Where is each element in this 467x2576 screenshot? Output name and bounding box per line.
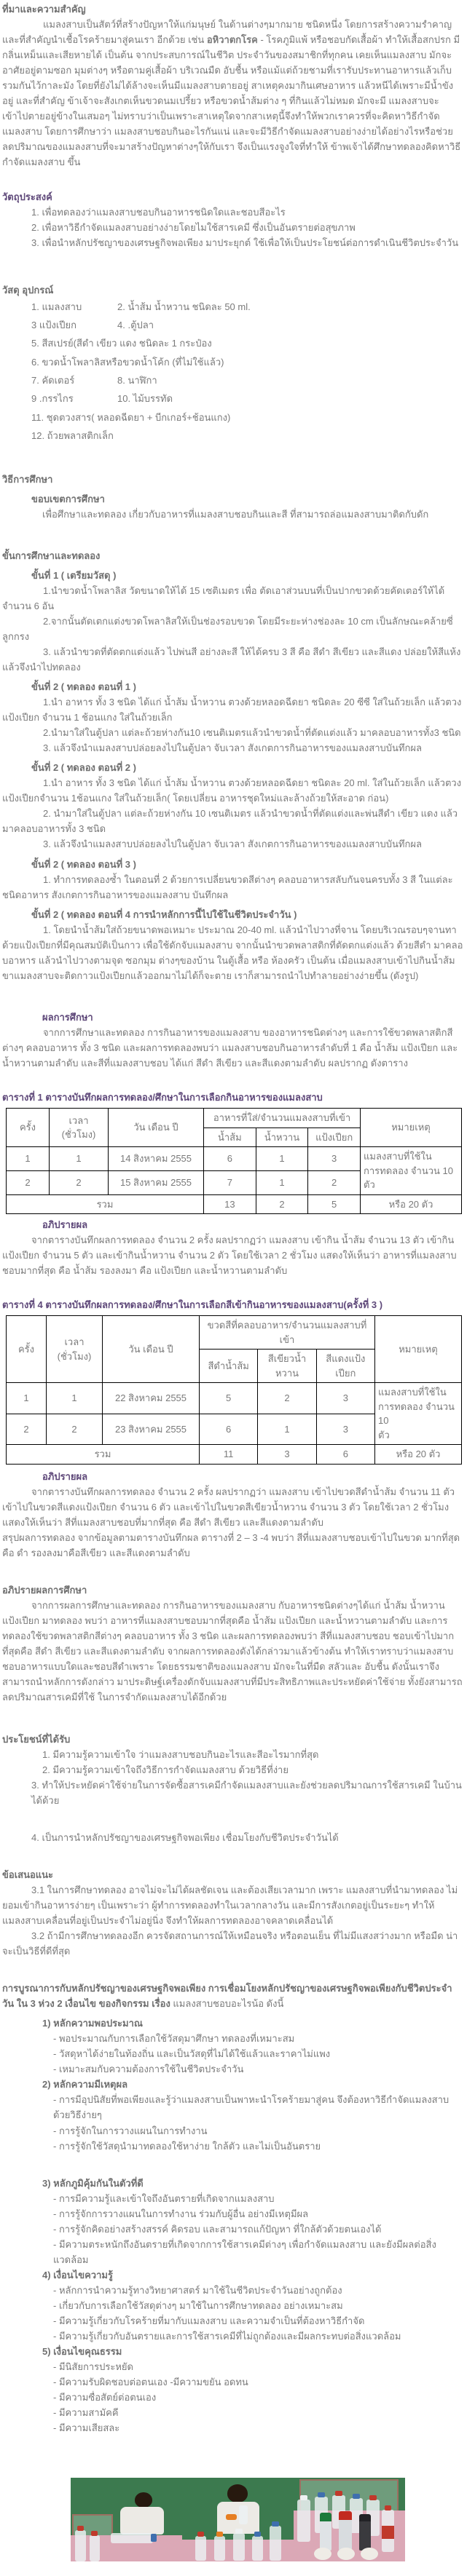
bottle-vertical [252, 2536, 263, 2561]
table-cell: 2 [258, 1383, 316, 1414]
step-title: ขั้นที่ 1 ( เตรียมวัสดุ ) [31, 569, 117, 581]
integration-heading-normal: แมลงสาบชอบอะไรน้อ ดังนี้ [170, 1998, 284, 2010]
bottle-vertical [270, 2526, 281, 2561]
bottle-cap-red [91, 2531, 98, 2536]
step-paragraph: 2.นำมาใส่ในตู้ปลา แต่ละถ้วยห่างกัน10 เซนติเมตรแล้วนำขวดน้ำที่ตัดแต่งแล้ว มาคลอบอาหารทั้ง3 ชนิด [43, 727, 461, 739]
table-cell: 7 [204, 1170, 256, 1194]
step-title: ขั้นที่ 2 ( ทดลอง ตอนที่ 2 ) [31, 762, 136, 774]
results-heading: ผลการศึกษา [42, 1011, 93, 1023]
bottle-in-hand [239, 2505, 248, 2524]
list-item: 1. มีความรู้ความเข้าใจ ว่าแมลงสาบชอบกินอะไรและสีอะไรมากที่สุด [42, 1748, 319, 1760]
table-cell-line: การทดลอง จำนวน 10 ตัว [364, 1165, 453, 1191]
table-cell: 22 สิงหาคม 2555 [103, 1383, 200, 1414]
step-title: ขั้นที่ 2 ( ทดลอง ตอนที่ 1 ) [31, 681, 136, 693]
list-item: - การมีความรู้และเข้าใจถึงอันตรายที่เกิดจากแมลงสาบ [53, 2192, 275, 2204]
step-paragraph: 3. แล้วนำขวดที่ตัดตกแต่งแล้ว ไปพ่นสี อย่างละสี ให้ได้ครบ 3 สี คือ สีดำ สีเขียว และสีแดง ปล่อยให้สีแห้ง แล้วจึงนำไปทดลอง [2, 646, 461, 673]
list-item: - เหมาะสมกับความต้องการใช้ในชีวิตประจำวัน [53, 2064, 244, 2075]
materials-line [2, 316, 463, 334]
discussion-1-heading: อภิปรายผล [42, 1219, 88, 1231]
table-cell: 15 สิงหาคม 2555 [109, 1170, 204, 1194]
integration-heading [2, 1981, 463, 2011]
table-cell: หรือ 20 ตัว [375, 1445, 462, 1465]
table-cell: 1 [7, 1383, 47, 1414]
table-cell: หมายเหตุ [361, 1109, 462, 1147]
list-item: 2. เพื่อหาวิธีกำจัดแมลงสาบอย่างง่ายโดยไมใช้สารเคมี ซึ่งเป็นอันตรายต่อสุขภาพ [31, 221, 356, 233]
bottle-cap-blue [272, 2521, 279, 2527]
table-note-cell [375, 1383, 462, 1445]
table-cell: รวม [7, 1445, 200, 1465]
table-cell: 3 [258, 1445, 316, 1465]
materials-heading: วัสดุ อุปกรณ์ [2, 284, 54, 296]
bottle-vertical [75, 2530, 86, 2561]
list-item: - มีความรับผิดชอบต่อตนเอง -มีความขยัน อดทน [53, 2377, 248, 2388]
table-cell-line: (ชั่วโมง) [61, 1129, 96, 1141]
table-row [7, 1316, 462, 1350]
integration-heading-bold: การบูรณาการกับหลักปรัชญาของเศรษฐกิจพอเพียง การเชื่อมโยงหลักปรัชญาของเศรษฐกิจพอเพียงกับชีวิตประจำวัน ใน 3 ห่วง 2 เงื่อนไข ของกิจกรรม เรื่อง [2, 1983, 452, 2010]
table-cell-line: แมลงสาบที่ใช้ใน [378, 1387, 447, 1398]
bottle-cap-white [235, 2529, 243, 2534]
table-cell: 2 [308, 1170, 361, 1194]
list-item: - มีนิสัยการประหยัด [53, 2361, 133, 2373]
list-item: - การรู้จักคิดอย่างสร้างสรรค์ คิดรอบ และสามารถแก้ปัญหา ที่ใกล้ตัวด้วยตนเองได้ [53, 2223, 382, 2235]
results-table-4 [6, 1315, 462, 1465]
step-paragraph: 2.จากนั้นตัดเตกแต่งขวดโพลาลิสให้เป็นช่องรอบขวด โดยมีระยะห่างช่องละ 10 cm เป็นลักษณะคล้ายซี่ลูกกรง [2, 615, 453, 642]
table-cell: น้ำหวาน [256, 1128, 308, 1147]
table-cell: 2 [50, 1170, 109, 1194]
table-row [7, 1383, 462, 1414]
table-cell: สีเขียวน้ำหวาน [258, 1350, 316, 1383]
bottle-cap-blue [151, 2534, 157, 2542]
results-paragraph: จากการศึกษาและทดลอง การกินอาหารของแมลงสาบ ของอาหารชนิดต่างๆ และการใช้ขวดพลาสติกสีต่างๆ คลอบอาหาร ทั้ง 3 ชนิด และผลการทดลองพบว่า แมลงสาบชอบกินอาหารลำดับที่ 1 คือ น้ำส้ม แป้งเปียก และน้ำหวานตามลำดับ และสีที่แมลงสาบชอบ ได้แก่ สีดำ สีเขียว และสีแดงตามลำดับ ผลปรากฏ ดังตาราง [2, 1026, 458, 1069]
step-paragraph: 1. โดยนำน้ำส้มใส่ถ้วยขนาดพอเหมาะ ประมาณ 20-40 ml. แล้วนำไปวางที่จาน โดยบริเวณรอบๆจานทาด้วยแป้งเปียกที่มีคุณสมบัติเป็นกาว เพื่อใช้ดักจับแมลงสาบ จากนั้นนำขวดพลาสติกที่ตัดตกแต่งแล้ว ด้วยสีดำ มาคลอบอาหาร แล้วนำไปวางตามจุด ซอกมุม ต่างๆของบ้าน ในตู้เสื้อ หรือ ห้องครัว เป็นต้น เมื่อแมลงสาบเข้าไปกินน้ำส้ม ขาแมลงสาบจะติดกาวแป้งเปียกแล้วออกมาไม่ได้ก็จะตาย เราก็สามารถนำไปทำลายอย่างง่ายขึ้น (ดังรูป) [2, 924, 463, 981]
section-benefits [2, 1732, 463, 1845]
table-cell: 2 [47, 1414, 103, 1445]
bottle-horizontal [111, 2533, 153, 2543]
section-steps [2, 548, 463, 983]
step-paragraph: 1.นำขวดน้ำโพลาลิส วัดขนาดให้ได้ 15 เซติเมตร เพื่อ ตัดเอาส่วนบนที่เป็นปากขวดด้วยคัดเตอร์ให้ได้ จำนวน 6 อัน [2, 584, 445, 611]
integration-group-title: 2) หลักความมีเหตุผล [42, 2079, 128, 2090]
step-title: ขั้นที่ 2 ( ทดลอง ตอนที่ 4 การนำหลักการนี้ไปใช้ในชีวิตประจำวัน ) [31, 908, 297, 920]
table-cell: 13 [204, 1194, 256, 1214]
table-cell: รวม [7, 1194, 204, 1214]
bottle-cap-red [197, 2532, 204, 2537]
materials-item: 2. น้ำส้ม น้ำหวาน ชนิดละ 50 ml. [117, 301, 251, 312]
bottle-cap-red [335, 2491, 342, 2496]
list-item: 3. ทำให้ประหยัดค่าใช้จ่ายในการจัดซื้อสารเคมีกำจัดแมลงสาบและยังช่วยลดปริมาณการใช้สารเคมี ในบ้านได้ด้วย [31, 1779, 462, 1806]
table-row [7, 1147, 462, 1171]
table-cell: 1 [256, 1170, 308, 1194]
bottle-vertical [233, 2533, 245, 2561]
section-intro [2, 1, 463, 170]
experiment-photo-1 [71, 2478, 182, 2561]
bottle-vertical [90, 2535, 100, 2561]
table-cell: น้ำส้ม [204, 1128, 256, 1147]
integration-group-title: 1) หลักความพอประมาณ [42, 2018, 143, 2029]
table-cell: 6 [316, 1445, 374, 1465]
suggestion-paragraph: 3.2 ถ้ามีการศึกษาทดลองอีก ควรจัดสถานการณ์ให้เหมือนจริง หรือตอนเย็น ที่ไม่มีแสงสว่างมาก หรือมืด น่าจะเป็นวิธีที่ดีที่สุด [2, 1930, 458, 1957]
intro-bold-term: อหิวาตกโรค [206, 34, 258, 46]
table-cell: 6 [200, 1414, 258, 1445]
spray-can-green-cap [320, 2520, 331, 2551]
list-item: 4. เป็นการนำหลักปรัชญาของเศรษฐกิจพอเพียง เชื่อมโยงกับชีวิตประจำวันได้ [31, 1831, 339, 1843]
table-row [7, 1445, 462, 1465]
table-cell: 1 [50, 1147, 109, 1171]
step-paragraph: 1.นำ อาหาร ทั้ง 3 ชนิด ได้แก่ น้ำส้ม น้ำหวาน ตวงด้วยหลอดฉีดยา ชนิดละ 20 ml. ใส่ในถ้วยเล็ก แล้วตวงแป้งเปียกจำนวน 1ช้อนแกง ใส่ในถ้วยเล็ก( โดยเปลี่ยน อาหารชุดใหม่และล้างถ้วยให้สะอาด ก่อน) [2, 777, 462, 804]
experiment-photos-row [71, 2478, 463, 2561]
bottle-cap-blue [254, 2532, 261, 2537]
list-item: - การมีอุปนิสัยที่พอเพียงและรู้ว่าแมลงสาบเป็นพาหะนำโรคร้ายมาสู่คน จึงต้องหาวิธีกำจัดแมลงสาบด้วยวิธีง่ายๆ [53, 2094, 450, 2121]
intro-text-before: แมลงสาบเป็นสัตว์ที่สร้างปัญหาให้แก่มนุษย์ ในด้านต่างๆมากมาย ชนิดหนึ่ง โดยการสร้างความรำคาญ และที่สำคัญนำเชื้อโรคร้ายมาสู่คนเรา อีกด้วย เช่น [2, 19, 452, 46]
spray-can-black [359, 2520, 371, 2551]
orange-scissors [226, 2514, 237, 2520]
table-cell: อาหารที่ใส่/จำนวนแมลงสาบที่เข้า [204, 1109, 361, 1128]
intro-paragraph [2, 17, 463, 170]
bottle-vertical [195, 2536, 206, 2561]
list-item: - มีความรู้เกี่ยวกับอันตรายและการใช้สารเคมีที่ไม่ถูกต้องและมีผลกระทบต่อสิ่งแวดล้อม [53, 2331, 401, 2342]
list-item: 1. เพื่อทดลองว่าแมลงสาบชอบกินอาหารชนิดใดและชอบสีอะไร [31, 206, 286, 218]
table-row [7, 1194, 462, 1214]
section-table-4 [2, 1297, 463, 1465]
table-row [7, 1109, 462, 1128]
bottle-cap-blue [318, 2492, 325, 2497]
table-cell: หรือ 20 ตัว [361, 1194, 462, 1214]
table-cell: ขวดสีที่คลอบอาหาร/จำนวนแมลงสาบที่เข้า [200, 1316, 375, 1350]
list-item: 2. มีความรู้ความเข้าใจถึงวิธีการกำจัดแมลงสาบ ด้วยวิธีที่ง่าย [42, 1764, 289, 1775]
table-cell: 11 [200, 1445, 258, 1465]
person-head [227, 2484, 248, 2502]
section-method [2, 472, 463, 522]
materials-item: 7. คัดเตอร์ [31, 375, 75, 387]
table-cell-line: ตัว [378, 1429, 390, 1440]
materials-item: 6. ขวดน้ำโพลาลิสหรือขวดน้ำโค้ก (ที่ไม่ใช้แล้ว) [31, 356, 224, 368]
method-scope-text: เพื่อศึกษาและทดลอง เกี่ยวกับอาหารที่แมลงสาบชอบกินและสี ที่สามารถล่อแมลงสาบมาติดกับดัก [42, 508, 429, 520]
materials-item: 5. สีสเปรย์(สีดำ เขียว แดง ชนิดละ 1 กระป๋อง [31, 338, 212, 349]
intro-text-after: - โรคภูมิแพ้ หรือชอบกัดเสื้อผ้า ทำให้เสื้อสกปรก มีกลิ่นเหม็นและเสียหายได้ เป็นต้น จากประสบการณ์ในชีวิต ประจำวันของสมาชิกที่ทุกคน เคยเห็นแมลงสาบ มักจะอาศัยอยู่ตามซอก มุมต่างๆ หรือตามคู่เสื้อผ้า บริเวณมืด อับชื้น หรือแม้แต่ถ้วยชามที่เรารับประทานอาหารแล้วเก็บรวมกันไว้กาละมัง โดยที่ยังไม่ได้ล้างจะเห็นมีแมลงสาบตายอยู่ สาเหตุคงมากินเศษอาหาร แล้วหนีได้เพราะมีน้ำขังอยู่ และที่สำคัญ ข้าเจ้าจะสังเกตเห็นขวดนมเปรี้ยว หรือขวดน้ำส้มต่าง ๆ ที่กินแล้วไม่หมด มักจะมี แมลงสาบจะเข้าไปตายอยู่ข้างในเสมอๆ ไม่ทราบว่าเป็นเพราะสาเหตุใดจากสาเหตุนี้จึงทำให้พวกเราควรที่จะคิดหาวิธีกำจัดแมลงสาบ โดยการศึกษาว่า แมลงสาบชอบกินอะไรกันแน่ และจะมีวิธีกำจัดแมลงสาบอย่างง่ายได้อย่างไรหรือช่วยลดปริมาณของแมลงสาบที่จะมาสร้างปัญหาต่างๆให้กับเรา จึงเป็นแรงจูงใจที่ทำให้ ข้าพเจ้าได้ศึกษาทดลองคิดหาวิธีกำจัดแมลงสาบ ขึ้น [2, 34, 461, 168]
discussion-2-paragraph: จากตารางบันทึกผลการทดลอง จำนวน 2 ครั้ง ผลปรากฏว่า แมลงสาบ เข้าไปขวดสีดำน้ำส้ม จำนวน 11 ตัว เข้าไปในขวดสีแดงแป้งเปียก จำนวน 6 ตัว และเข้าไปในขวดสีเขียวน้ำหวาน จำนวน 3 ตัว โดยใช้เวลา 2 ชั่วโมง แสดงให้เห็นว่า สีที่แมลงสาบชอบที่มากที่สุด คือ สีดำ สีเขียว และสีแดงตามลำดับ [2, 1486, 455, 1529]
table-cell: 5 [200, 1383, 258, 1414]
results-table-1 [6, 1108, 462, 1214]
bottle-vertical [214, 2536, 225, 2561]
discussion-study-paragraph: จากการผลการศึกษาและทดลอง การกินอาหารของแมลงสาบ กับอาหารชนิดต่างๆได้แก่ น้ำส้ม น้ำหวาน แป้งเปียก มาทดลอง พบว่า อาหารที่แมลงสาบชอบมากที่สุดคือ น้ำส้ม แป้งเปียก และน้ำหวานตามลำดับ และการทดลองใช้ขวดพลาสติกสีต่างๆ คลอบอาหาร ทั้ง 3 ชนิด และผลการทดลองพบว่า สีที่แมลงสาบชอบ ชอบเข้าไปมากที่สุดคือ สีดำ สีเขียว และสีแดงตามลำดับ จากผลการทดลองดังได้กล่าวมาแล้วข้างต้น ทำให้เราทราบว่าแมลงสาบชอบอาหารแบบใดและชอบสีดำเพราะ โดยธรรมชาติของแมลงสาบ มักจะในที่มืด สลัวและ อับชื้น ดังนั้นเราจึงสามารถนำหลักการดังกล่าว มาประดิษฐ์เครื่องดักจับแมลงสาบที่มีประสิทธิภาพและประหยัดค่าใช้จ่าย ทั้งยังสามารถลดปริมาณสารเคมีที่ใช้ ในการจำกัดแมลงสาบได้อีกด้วย [2, 1600, 463, 1703]
table-cell: สีดำน้ำส้ม [200, 1350, 258, 1383]
suggestion-paragraph: 3.1 ในการศึกษาทดลอง อาจไม่จะไม่ได้ผลชัดเจน และต้องเสียเวลามาก เพราะ แมลงสาบที่นำมาทดลอง ไม่ยอมเข้ากินอาหารง่ายๆ เป็นเพราะว่า ผู้ทำการทดลองทำในเวลากลางวัน และมีการสังเกตอยู่เป็นระยะๆ ทำให้แมลงสาบเคลื่อนที่อยู่เป็นประจำไม่อยู่นิ่ง จึงทำให้ผลการทดลองอาจคลาดเคลื่อนได้ [2, 1884, 458, 1926]
table-1-title: ตารางที่ 1 ตารางบันทึกผลการทดลอง/ศึกษาในการเลือกกินอาหารของแมลงสาบ [2, 1092, 323, 1103]
objectives-heading: วัตถุประสงค์ [2, 191, 52, 202]
list-item: - การรู้จักในการวางแผนในการทำงาน [53, 2125, 208, 2136]
bottle-vertical [297, 2500, 310, 2542]
materials-item: 1. แมลงสาบ [31, 301, 82, 312]
discussion-1-paragraph: จากตารางบันทึกผลการทดลอง จำนวน 2 ครั้ง ผลปรากฏว่า แมลงสาบ เข้ากิน น้ำส้ม จำนวน 13 ตัว เข้ากินแป้งเปียก จำนวน 5 ตัว และเข้ากินน้ำหวาน จำนวน 2 ตัว โดยใช้เวลา 2 ชั่วโมง แสดงให้เห็นว่า อาหารที่แมลงสาบชอบมากที่สุด คือ น้ำส้ม รองลงมา คือ แป้งเปียก และน้ำหวานตามลำดับ [2, 1235, 457, 1277]
section-integration [2, 1981, 463, 2436]
integration-group-title: 4) เงื่อนไขความรู้ [42, 2269, 113, 2280]
table-cell: วัน เดือน ปี [109, 1109, 204, 1147]
method-scope-heading: ขอบเขตการศึกษา [31, 493, 105, 504]
spray-cap-red [339, 2511, 352, 2520]
discussion-2-heading: อภิปรายผล [42, 1470, 88, 1482]
table-cell: 2 [7, 1414, 47, 1445]
bottle-cap-blue [353, 2494, 360, 2499]
table-cell: วัน เดือน ปี [103, 1316, 200, 1383]
materials-line [2, 353, 463, 371]
materials-line [2, 389, 463, 408]
step-paragraph: 2. นำมาใส่ในตู้ปลา แต่ละถ้วยห่างกัน 10 เซนติเมตร แล้วนำขวดน้ำที่ตัดแต่งและพ่นสีดำ เขียว แดง แล้ว มาคลอบอาหารทั้ง 3 ชนิด [2, 808, 458, 835]
materials-line [2, 298, 463, 316]
step-paragraph: 3. แล้วจึงนำแมลงสาบปล่อยลงไปในตู้ปลา จับเวลา สังเกตการกินอาหารของแมลงสาบบันทึกผล [43, 742, 422, 754]
discussion-study-heading: อภิปรายผลการศึกษา [2, 1585, 87, 1596]
cola-label-red [382, 2526, 394, 2539]
list-item: - การรู้จักการวางแผนในการทำงาน ร่วมกับผู้อื่น อย่างมีเหตุมีผล [53, 2208, 309, 2219]
table-cell-line: เวลา [64, 1336, 85, 1348]
list-item: - พอประมาณกับการเลือกใช้วัสดุมาศึกษา ทดลองที่เหมาะสม [53, 2033, 295, 2045]
step-title: ขั้นที่ 2 ( ทดลอง ตอนที่ 3 ) [31, 858, 136, 870]
section-materials [2, 282, 463, 445]
section-results [2, 1010, 463, 1071]
table-4-title: ตารางที่ 4 ตารางบันทึกผลการทดลอง/ศึกษาในการเลือกสีเข้ากินอาหารของแมลงสาบ(ครั้งที่ 3 ) [2, 1299, 383, 1311]
section-discussion-study [2, 1582, 463, 1705]
materials-item: 12. ถ้วยพลาสติกเล็ก [31, 430, 114, 442]
integration-group-title: 3) หลักภูมิคุ้มกันในตัวที่ดี [42, 2177, 144, 2189]
table-cell: 3 [316, 1383, 374, 1414]
materials-line [2, 427, 463, 445]
list-item: 3. เพื่อนำหลักปรัชญาของเศรษฐกิจพอเพียง มาประยุกต์ ใช้เพื่อให้เป็นประโยชน์ต่อการดำเนินชีวิตประจำวัน [31, 237, 459, 248]
bottle-cap-white [300, 2495, 307, 2500]
table-cell: แป้งเปียก [308, 1128, 361, 1147]
table-note-cell [361, 1147, 462, 1195]
spray-can-red-cap [339, 2518, 352, 2551]
person-head [135, 2492, 152, 2508]
list-item: - วัสดุหาได้ง่ายในท้องถิ่น และเป็นวัสดุที่ไม่ได้ใช้แล้วและราคาไม่แพง [53, 2048, 331, 2060]
table-cell: 1 [256, 1147, 308, 1171]
materials-item: 10. ไม้บรรทัด [117, 393, 173, 405]
materials-line [2, 371, 463, 389]
step-paragraph: 1.นำ อาหาร ทั้ง 3 ชนิด ได้แก่ น้ำส้ม น้ำหวาน ตวงด้วยหลอดฉีดยา ชนิดละ 20 ซีซี ใส่ในถ้วยเล็ก แล้วตวงแป้งเปียก จำนวน 1 ช้อนแกง ใส่ในถ้วยเล็ก [2, 697, 462, 724]
table-cell-line: แมลงสาบที่ใช้ใน [364, 1151, 432, 1162]
list-item: - หลักการนำความรู้ทางวิทยาศาสตร์ มาใช้ในชีวิตประจำวันอย่างถูกต้อง [53, 2284, 342, 2296]
table-cell: 6 [204, 1147, 256, 1171]
list-item: - มีความตระหนักถึงอันตรายที่เกิดจากการใช้สารเคมีต่างๆ เพื่อกำจัดแมลงสาบ และยังมีผลต่อสิ่งแวดล้อม [53, 2238, 436, 2265]
experiment-photo-3 [294, 2478, 405, 2561]
list-item: - มีความสามัคคี [53, 2407, 119, 2419]
list-item: - เกี่ยวกับการเลือกใช้วัสดุต่างๆ มาใช้ในการศึกษาทดลอง อย่างเหมาะสม [53, 2299, 343, 2311]
table-cell: หมายเหตุ [375, 1316, 462, 1383]
materials-item: 11. ชุดตวงสาร( หลอดฉีดยา + บีกเกอร์+ช้อนแกง) [31, 411, 231, 423]
materials-item: 9 .กรรไกร [31, 393, 74, 405]
person-shirt [120, 2507, 164, 2535]
table-cell: ครั้ง [7, 1316, 47, 1383]
table-cell: 1 [258, 1414, 316, 1445]
section-objectives [2, 189, 463, 250]
table-cell: 1 [7, 1147, 50, 1171]
table-cell [47, 1316, 103, 1383]
table-cell: 23 สิงหาคม 2555 [103, 1414, 200, 1445]
table-cell: 3 [316, 1414, 374, 1445]
table-cell-line: เวลา [68, 1114, 89, 1126]
table-cell: 5 [308, 1194, 361, 1214]
spray-cap-green [320, 2513, 331, 2521]
table-cell [50, 1109, 109, 1147]
table-cell: 2 [256, 1194, 308, 1214]
steps-heading: ขั้นการศึกษาและทดลอง [2, 550, 101, 561]
materials-item: 3 แป้งเปียก [31, 320, 77, 331]
section-table-1 [2, 1090, 463, 1214]
section-discussion-1 [2, 1217, 463, 1278]
table-cell: 3 [308, 1147, 361, 1171]
table-cell: สีแดงแป้งเปียก [316, 1350, 374, 1383]
table-cell-line: การทดลอง จำนวน 10 [378, 1400, 455, 1427]
benefits-heading: ประโยชน์ที่ได้รับ [2, 1733, 71, 1745]
intro-heading: ที่มาและความสำคัญ [2, 4, 86, 15]
method-heading: วิธีการศึกษา [2, 473, 53, 485]
table-cell-line: (ชั่วโมง) [57, 1350, 92, 1362]
step-paragraph: 3. แล้วจึงนำแมลงสาบปล่อยลงไปในตู้ปลา จับเวลา สังเกตการกินอาหารของแมลงสาบบันทึกผล [43, 839, 422, 850]
materials-item: 4. .ตู้ปลา [117, 320, 154, 331]
table-cell: 14 สิงหาคม 2555 [109, 1147, 204, 1171]
experiment-photo-2 [182, 2478, 294, 2561]
suggestions-heading: ข้อเสนอแนะ [2, 1868, 54, 1880]
bottle-cap-red [385, 2505, 391, 2510]
experiment-summary: สรุปผลการทดลอง จากข้อมูลตามตารางบันทึกผล ตารางที่ 2 – 3 -4 พบว่า สีที่แมลงสาบชอบเข้าไปในขวด มากที่สุด คือ ดำ รองลงมาคือสีเขียว และสีแดงตามลำดับ [2, 1532, 460, 1559]
section-suggestions [2, 1867, 463, 1959]
table-cell: 1 [47, 1383, 103, 1414]
bottle-cap-red [369, 2495, 377, 2500]
list-item: - มีความเสียสละ [53, 2422, 120, 2434]
spray-cap-black [359, 2514, 371, 2521]
list-item: - มีความซื่อสัตย์ต่อตนเอง [53, 2392, 157, 2403]
materials-line [2, 334, 463, 352]
bottle-cap-red [77, 2526, 84, 2531]
table-cell: ครั้ง [7, 1109, 50, 1147]
materials-item: 8. นาฬิกา [117, 375, 157, 387]
list-item: - มีความรู้เกี่ยวกับโรคร้ายที่มากับแมลงสาบ และความจำเป็นที่ต้องหาวิธีกำจัด [53, 2315, 365, 2327]
list-item: - การรู้จักใช้วัสดุนำมาทดลองใช้หาง่าย ใกล้ตัว และไม่เป็นอันตราย [53, 2140, 321, 2152]
section-discussion-2 [2, 1469, 463, 1561]
step-paragraph: 1. ทำการทดลองซ้ำ ในตอนที่ 2 ด้วยการเปลี่ยนขวดสีต่างๆ คลอบอาหารสลับกันจนครบทั้ง 3 สี ในแต่ละชนิดอาหาร สังเกตการกินอาหารของแมลงสาบ บันทึกผล [2, 873, 453, 900]
bottle-cap-orange [216, 2532, 223, 2537]
table-cell: 2 [7, 1170, 50, 1194]
materials-line [2, 408, 463, 427]
integration-group-title: 5) เงื่อนไขคุณธรรม [42, 2346, 122, 2358]
